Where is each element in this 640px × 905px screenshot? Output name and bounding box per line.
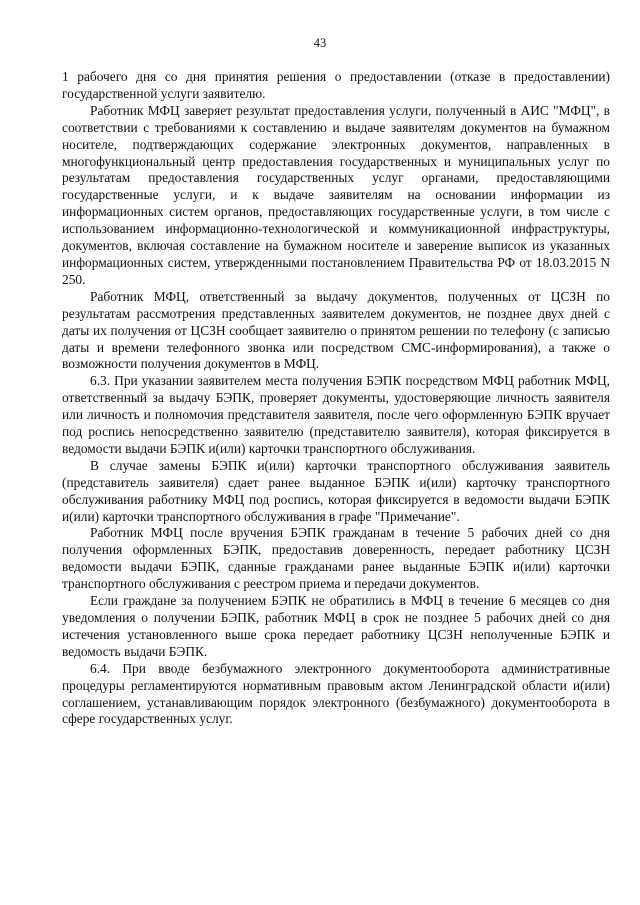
document-body: [62, 69, 610, 728]
paragraph-certification: Работник МФЦ заверяет результат предоставления услуги, полученный в АИС "МФЦ", в соответствии с требованиями к составлению и выдаче заявителям документов на бумажном носителе, подтверждающих содержание электронных документов, направленных в многофункциональный центр предоставления государственных и муниципальных услуг по результатам предоставления государственных услуг органами, предоставляющими государственные услуги, и к выдаче заявителям на основании информации из информационных систем органов, предоставляющих государственные услуги, в том числе с использованием информационно-технологической и коммуникационной инфраструктуры, документов, включая составление на бумажном носителе и заверение выписок из указанных информационных систем, утвержденными постановлением Правительства РФ от 18.03.2015 N 250.: [62, 102, 610, 287]
paragraph-notification: Работник МФЦ, ответственный за выдачу документов, полученных от ЦСЗН по результатам рассмотрения представленных заявителем документов, не позднее двух дней с даты их получения от ЦСЗН сообщает заявителю о принятом решении по телефону (с записью даты и времени телефонного звонка или посредством СМС-информирования), а также о возможности получения документов в МФЦ.: [62, 288, 610, 372]
paragraph-section-6-3: 6.3. При указании заявителем места получения БЭПК посредством МФЦ работник МФЦ, ответственный за выдачу БЭПК, проверяет документы, удостоверяющие личность заявителя или личность и полномочия представителя заявителя, после чего оформленную БЭПК вручает под роспись непосредственно заявителю (представителю заявителя), которая фиксируется в ведомости выдачи БЭПК и(или) карточки транспортного обслуживания.: [62, 373, 610, 456]
paragraph-continuation: 1 рабочего дня со дня принятия решения о предоставлении (отказе в предоставлении) государственной услуги заявителю.: [62, 69, 610, 101]
page-number: 43: [313, 36, 327, 50]
paragraph-replacement: В случае замены БЭПК и(или) карточки транспортного обслуживания заявитель (представитель заявителя) сдает ранее выданное БЭПК и(или) карточку транспортного обслуживания работнику МФЦ под роспись, которая фиксируется в ведомости выдачи БЭПК и(или) карточки транспортного обслуживания в графе "Примечание".: [62, 457, 610, 524]
paragraph-section-6-4: 6.4. При вводе безбумажного электронного документооборота административные процедуры регламентируются нормативным правовым актом Ленинградской области и(или) соглашением, устанавливающим порядок электронного (безбумажного) документооборота в сфере государственных услуг.: [62, 660, 610, 727]
paragraph-unclaimed: Если граждане за получением БЭПК не обратились в МФЦ в течение 6 месяцев со дня уведомления о получении БЭПК, работник МФЦ в срок не позднее 5 рабочих дней со дня истечения установленного выше срока передает работнику ЦСЗН неполученные БЭПК и ведомость выдачи БЭПК.: [62, 593, 610, 659]
paragraph-transfer: Работник МФЦ после вручения БЭПК гражданам в течение 5 рабочих дней со дня получения оформленных БЭПК, предоставив доверенность, передает работнику ЦСЗН ведомости выдачи БЭПК, сданные гражданами ранее выданные БЭПК и(или) карточки транспортного обслуживания с реестром приема и передачи документов.: [62, 525, 610, 592]
